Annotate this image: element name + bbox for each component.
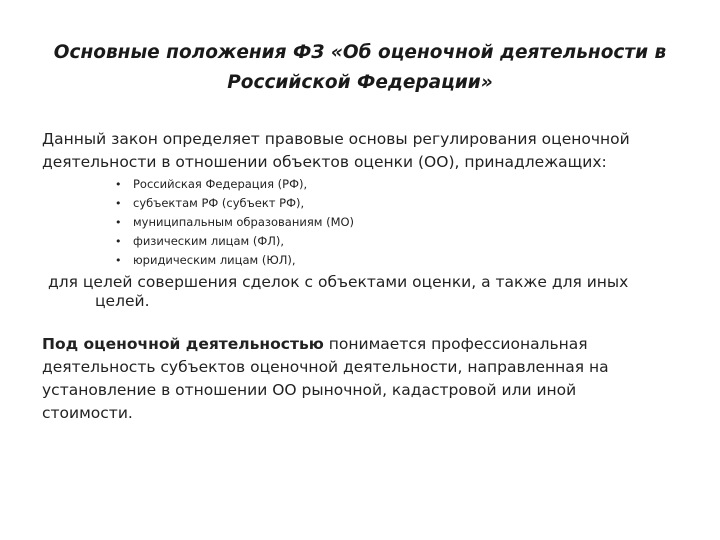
definition-line-3: установление в отношении ОО рыночной, кадастровой или иной bbox=[42, 381, 577, 399]
bullet-marker: • bbox=[115, 197, 122, 210]
definition-line-4: стоимости. bbox=[42, 404, 133, 422]
list-item bbox=[113, 175, 354, 194]
slide-title-line-1: Основные положения ФЗ «Об оценочной деятельности в bbox=[53, 42, 667, 63]
purpose-line-1: для целей совершения сделок с объектами оценки, а также для иных bbox=[48, 273, 629, 291]
intro-line-2: деятельности в отношении объектов оценки (ОО), принадлежащих: bbox=[42, 153, 607, 171]
list-item bbox=[113, 213, 354, 232]
list-item-text: субъектам РФ (субъект РФ), bbox=[133, 196, 305, 210]
list-item-text: муниципальным образованиям (МО) bbox=[133, 215, 355, 229]
bullet-marker: • bbox=[115, 254, 122, 267]
purpose-line-2: целей. bbox=[95, 292, 150, 310]
list-item bbox=[113, 251, 354, 270]
purpose-paragraph bbox=[48, 273, 668, 311]
slide-title bbox=[40, 38, 680, 98]
definition-line-1-rest: понимается профессиональная bbox=[323, 335, 588, 353]
list-item-text: Российская Федерация (РФ), bbox=[133, 177, 308, 191]
definition-term: Под оценочной деятельностью bbox=[42, 335, 324, 353]
definition-paragraph bbox=[42, 333, 662, 425]
list-item bbox=[113, 194, 354, 213]
intro-line-1: Данный закон определяет правовые основы регулирования оценочной bbox=[42, 130, 630, 148]
list-item bbox=[113, 232, 354, 251]
bullet-marker: • bbox=[115, 178, 122, 191]
definition-line-1 bbox=[42, 333, 662, 356]
bullet-marker: • bbox=[115, 235, 122, 248]
owners-list bbox=[113, 175, 354, 270]
list-item-text: физическим лицам (ФЛ), bbox=[133, 234, 285, 248]
bullet-marker: • bbox=[115, 216, 122, 229]
intro-paragraph bbox=[42, 128, 682, 174]
definition-line-2: деятельность субъектов оценочной деятельности, направленная на bbox=[42, 358, 609, 376]
list-item-text: юридическим лицам (ЮЛ), bbox=[133, 253, 296, 267]
slide-title-line-2: Российской Федерации» bbox=[227, 72, 493, 93]
